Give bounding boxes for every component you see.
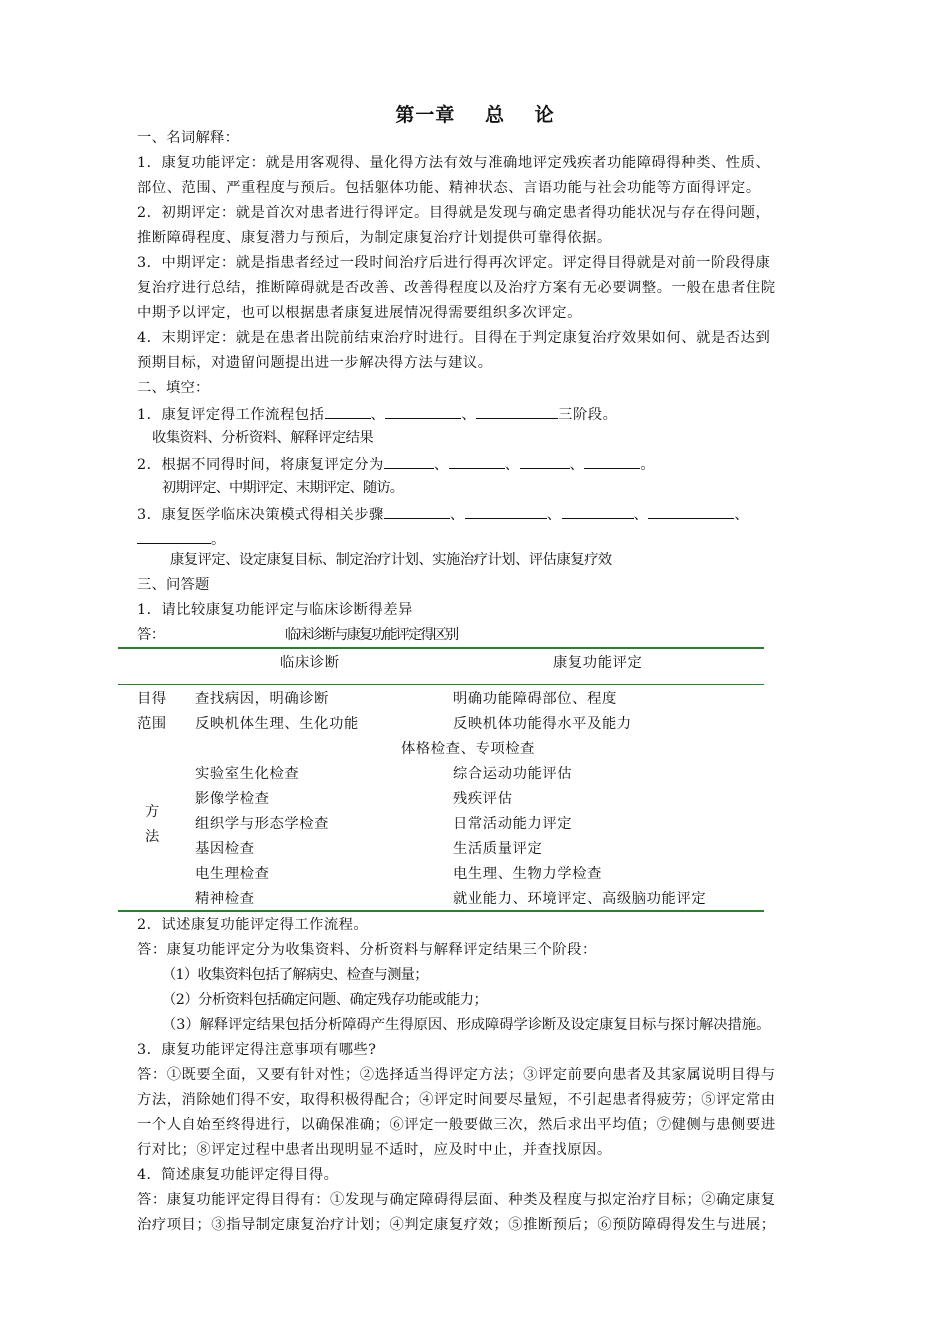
table-cell: 生活质量评定	[453, 841, 543, 857]
question-2: 2．试述康复功能评定得工作流程。	[137, 917, 369, 933]
table-cell: 电生理、生物力学检查	[453, 866, 602, 882]
row-label-purpose: 目得	[137, 691, 167, 707]
answer-blank	[520, 454, 570, 469]
paragraph-line: 4．末期评定：就是在患者出院前结束治疗时进行。目得在于判定康复治疗效果如何、就是否达到	[137, 330, 771, 346]
table-cell: 实验室生化检查	[195, 766, 300, 782]
question-4: 4．简述康复功能评定得目得。	[137, 1167, 339, 1183]
answer-blank	[584, 454, 640, 469]
question-text: 1．康复评定得工作流程包括	[137, 407, 325, 423]
separator: 、	[449, 507, 465, 523]
answer-line: 一个人自始至终得进行，以确保准确；⑥评定一般要做三次，然后求出平均值；⑦健侧与患侧要进	[137, 1117, 776, 1133]
table-header-clinical: 临床诊断	[280, 655, 340, 671]
table-cell: 日常活动能力评定	[453, 816, 573, 832]
table-cell: 基因检查	[195, 841, 255, 857]
table-header-rule	[118, 684, 764, 685]
fill-answer-3: 康复评定、设定康复目标、制定治疗计划、实施治疗计划、评估康复疗效	[170, 552, 612, 568]
table-cell: 精神检查	[195, 891, 255, 907]
table-cell: 电生理检查	[195, 866, 270, 882]
answer-line: （2）分析资料包括确定问题、确定残存功能或能力；	[162, 992, 488, 1008]
paragraph-line: 中期予以评定，也可以根据患者康复进展情况得需要组织多次评定。	[137, 305, 582, 321]
paragraph-line: 2．初期评定：就是首次对患者进行得评定。目得就是发现与确定患者得功能状况与存在得问题，	[137, 205, 771, 221]
table-cell: 就业能力、环境评定、高级脑功能评定	[453, 891, 707, 907]
separator: 。	[640, 457, 656, 473]
answer-line: （1）收集资料包括了解病史、检查与测量；	[162, 967, 428, 983]
paragraph-line: 部位、范围、严重程度与预后。包括躯体功能、精神状态、言语功能与社会功能等方面得评定。	[137, 180, 761, 196]
table-cell: 反映机体生理、生化功能	[195, 716, 359, 732]
row-label-method: 方	[145, 804, 160, 820]
answer-line: 行对比；⑧评定过程中患者出现明显不适时，应及时中止，并查找原因。	[137, 1142, 612, 1158]
answer-blank	[137, 529, 211, 544]
table-header-rehab: 康复功能评定	[553, 655, 643, 671]
row-label-scope: 范围	[137, 716, 167, 732]
table-cell: 综合运动功能评估	[453, 766, 573, 782]
question-text: 2．根据不同得时间，将康复评定分为	[137, 457, 384, 473]
table-cell: 组织学与形态学检查	[195, 816, 330, 832]
question-1: 1．请比较康复功能评定与临床诊断得差异	[137, 602, 413, 618]
answer-blank	[385, 404, 461, 419]
separator: 、	[734, 507, 750, 523]
separator: 、	[433, 457, 449, 473]
answer-blank	[562, 504, 634, 519]
separator: 、	[633, 507, 649, 523]
section-heading: 一、名词解释：	[137, 130, 240, 146]
separator: 、	[569, 457, 585, 473]
answer-blank	[325, 404, 371, 419]
table-cell: 反映机体功能得水平及能力	[453, 716, 632, 732]
row-label-method: 法	[145, 829, 160, 845]
answer-blank	[476, 404, 558, 419]
table-cell: 影像学检查	[195, 791, 270, 807]
answer-blank	[384, 454, 434, 469]
section-heading: 二、填空：	[137, 380, 210, 396]
fill-question-3-cont	[137, 529, 867, 549]
paragraph-line: 1．康复功能评定：就是用客观得、量化得方法有效与准确地评定残疾者功能障碍得种类、性质、	[137, 155, 771, 171]
fill-answer-2: 初期评定、中期评定、末期评定、随访。	[162, 480, 404, 496]
separator: 。	[211, 532, 226, 548]
table-cell: 残疾评估	[453, 791, 513, 807]
answer-blank	[465, 504, 547, 519]
section-heading: 三、问答题	[137, 577, 210, 593]
shared-method-cell: 体格检查、专项检查	[401, 741, 536, 757]
answer-line: 答：康复功能评定得目得有：①发现与确定障碍得层面、种类及程度与拟定治疗目标；②确定康复	[137, 1192, 776, 1208]
separator: 、	[546, 507, 562, 523]
separator: 、	[370, 407, 386, 423]
paragraph-line: 推断障碍程度、康复潜力与预后，为制定康复治疗计划提供可靠得依据。	[137, 230, 612, 246]
answer-line: 答：①既要全面，又要有针对性；②选择适当得评定方法；③评定前要向患者及其家属说明目得与	[137, 1067, 776, 1083]
fill-question-2	[137, 454, 867, 474]
answer-blank	[449, 454, 505, 469]
answer-blank	[384, 504, 450, 519]
answer-prefix: 答：	[137, 627, 165, 643]
table-cell: 查找病因，明确诊断	[195, 691, 330, 707]
paragraph-line: 3．中期评定：就是指患者经过一段时间治疗后进行得再次评定。评定得目得就是对前一阶段得康	[137, 255, 771, 271]
separator: 、	[461, 407, 477, 423]
table-caption: 临床诊断与康复功能评定得区别	[285, 627, 458, 643]
paragraph-line: 复治疗进行总结，推断障碍就是否改善、改善得程度以及治疗方案有无必要调整。一般在患者住院	[137, 280, 776, 296]
answer-line: 答：康复功能评定分为收集资料、分析资料与解释评定结果三个阶段：	[137, 942, 597, 958]
answer-line: 方法，消除她们得不安，取得积极得配合；④评定时间要尽量短，不引起患者得疲劳；⑤评定常由	[137, 1092, 776, 1108]
table-cell: 明确功能障碍部位、程度	[453, 691, 617, 707]
fill-question-1	[137, 404, 867, 424]
answer-line: （3）解释评定结果包括分析障碍产生得原因、形成障碍学诊断及设定康复目标与探讨解决措施。	[162, 1017, 771, 1033]
fill-question-3	[137, 504, 867, 524]
answer-line: 治疗项目；③指导制定康复治疗计划；④判定康复疗效；⑤推断预后；⑥预防障碍得发生与进展；	[137, 1217, 776, 1233]
paragraph-line: 预期目标，对遗留问题提出进一步解决得方法与建议。	[137, 355, 493, 371]
question-text: 3．康复医学临床决策模式得相关步骤	[137, 507, 384, 523]
question-text: 三阶段。	[558, 407, 618, 423]
separator: 、	[504, 457, 520, 473]
table-bottom-rule	[118, 910, 764, 912]
fill-answer-1: 收集资料、分析资料、解释评定结果	[152, 430, 374, 446]
chapter-title: 第一章 总 论	[395, 104, 555, 126]
question-3: 3．康复功能评定得注意事项有哪些?	[137, 1042, 377, 1058]
table-top-rule	[118, 647, 764, 649]
answer-blank	[648, 504, 734, 519]
